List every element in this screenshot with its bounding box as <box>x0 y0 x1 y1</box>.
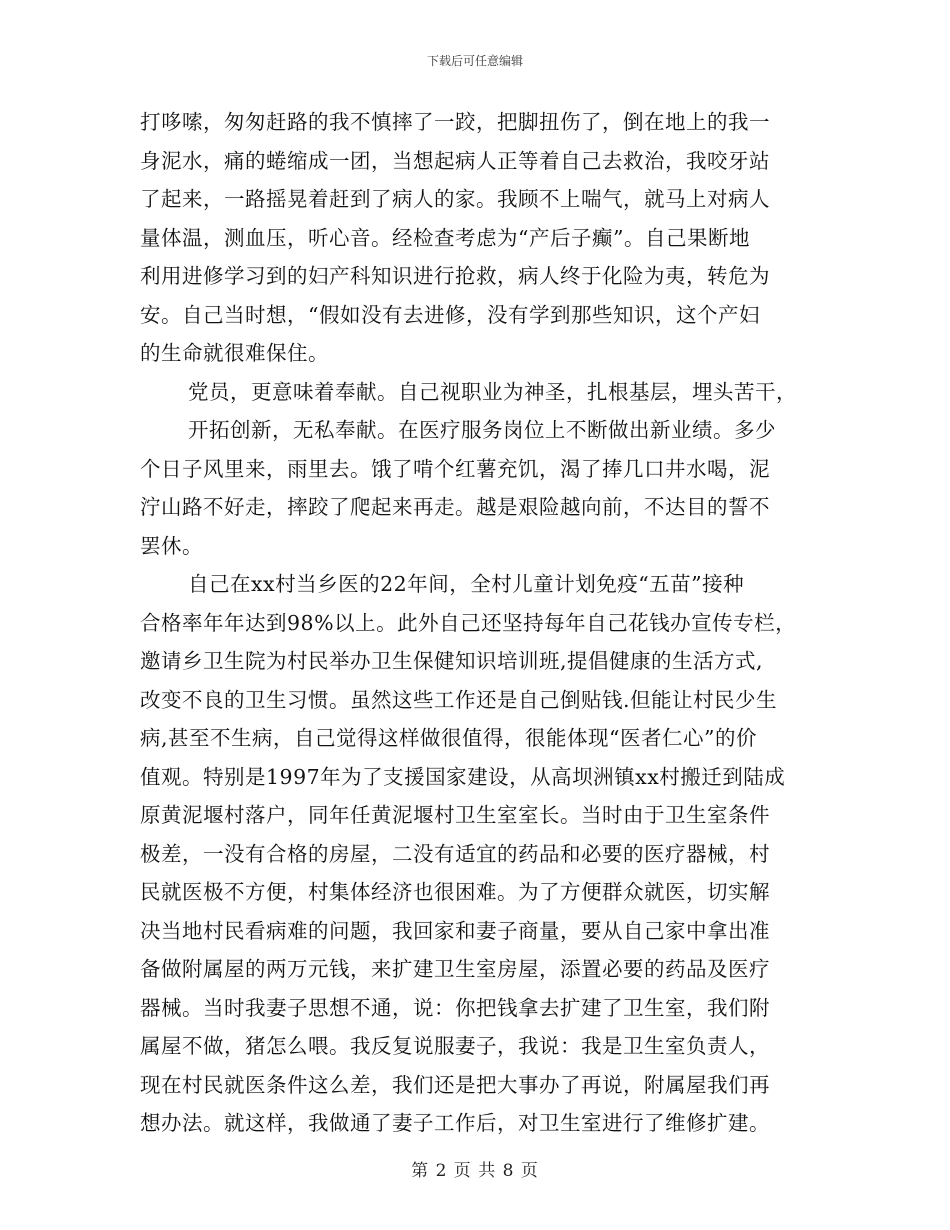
text-line: 改变不良的卫生习惯。虽然这些工作还是自己倒贴钱.但能让村民少生 <box>140 687 778 712</box>
text-line: 合格率年年达到98%以上。此外自己还坚持每年自己花钱办宣传专栏， <box>140 610 797 635</box>
text-line: 了起来，一路摇晃着赶到了病人的家。我顾不上喘气，就马上对病人 <box>140 187 770 211</box>
text-line: 极差，一没有合格的房屋，二没有适宜的药品和必要的医疗器械，村 <box>140 841 770 866</box>
text-line: 原黄泥堰村落户，同年任黄泥堰村卫生室室长。当时由于卫生室条件 <box>140 803 770 827</box>
text-line: 党员，更意味着奉献。自己视职业为神圣，扎根基层，埋头苦干， <box>188 379 797 404</box>
text-line: 自己在xx村当乡医的22年间，全村儿童计划免疫“五苗”接种 <box>188 572 745 596</box>
text-line: 备做附属屋的两万元钱，来扩建卫生室房屋，添置必要的药品及医疗 <box>140 957 770 981</box>
text-line: 值观。特别是1997年为了支援国家建设，从高坝洲镇xx村搬迁到陆成 <box>140 764 786 789</box>
text-line: 泞山路不好走，摔跤了爬起来再走。越是艰险越向前，不达目的誓不 <box>140 495 770 519</box>
text-line: 打哆嗦，匆匆赶路的我不慎摔了一跤，把脚扭伤了，倒在地上的我一 <box>140 110 770 134</box>
text-line: 安。自己当时想，“假如没有去进修，没有学到那些知识，这个产妇 <box>140 302 760 327</box>
text-line: 个日子风里来，雨里去。饿了啃个红薯充饥，渴了捧几口井水喝，泥 <box>140 456 770 481</box>
text-line: 民就医极不方便，村集体经济也很困难。为了方便群众就医，切实解 <box>140 880 770 904</box>
text-line: 邀请乡卫生院为村民举办卫生保健知识培训班,提倡健康的生活方式, <box>140 649 764 673</box>
text-line: 决当地村民看病难的问题，我回家和妻子商量，要从自己家中拿出准 <box>140 918 770 943</box>
text-line: 罢休。 <box>140 533 203 558</box>
text-line: 身泥水，痛的蜷缩成一团，当想起病人正等着自己去救治，我咬牙站 <box>140 148 770 173</box>
text-line: 病,甚至不生病，自己觉得这样做很值得，很能体现“医者仁心”的价 <box>140 726 757 750</box>
page-header: 下载后可任意编辑 <box>426 54 523 68</box>
text-line: 现在村民就医条件这么差，我们还是把大事办了再说，附属屋我们再 <box>140 1072 770 1097</box>
text-line: 量体温，测血压，听心音。经检查考虑为“产后子癫”。自己果断地 <box>140 225 750 250</box>
page-number: 第 2 页 共 8 页 <box>411 1161 539 1181</box>
text-line: 属屋不做，猪怎么喂。我反复说服妻子，我说：我是卫生室负责人， <box>140 1034 770 1058</box>
text-line: 开拓创新，无私奉献。在医疗服务岗位上不断做出新业绩。多少 <box>188 418 776 442</box>
text-line: 器械。当时我妻子思想不通，说：你把钱拿去扩建了卫生室，我们附 <box>140 995 770 1020</box>
document-body <box>0 103 950 1143</box>
text-line: 利用进修学习到的妇产科知识进行抢救，病人终于化险为夷，转危为 <box>140 264 770 288</box>
text-line: 的生命就很难保住。 <box>140 341 329 365</box>
text-line: 想办法。就这样，我做通了妻子工作后，对卫生室进行了维修扩建。 <box>140 1111 770 1135</box>
